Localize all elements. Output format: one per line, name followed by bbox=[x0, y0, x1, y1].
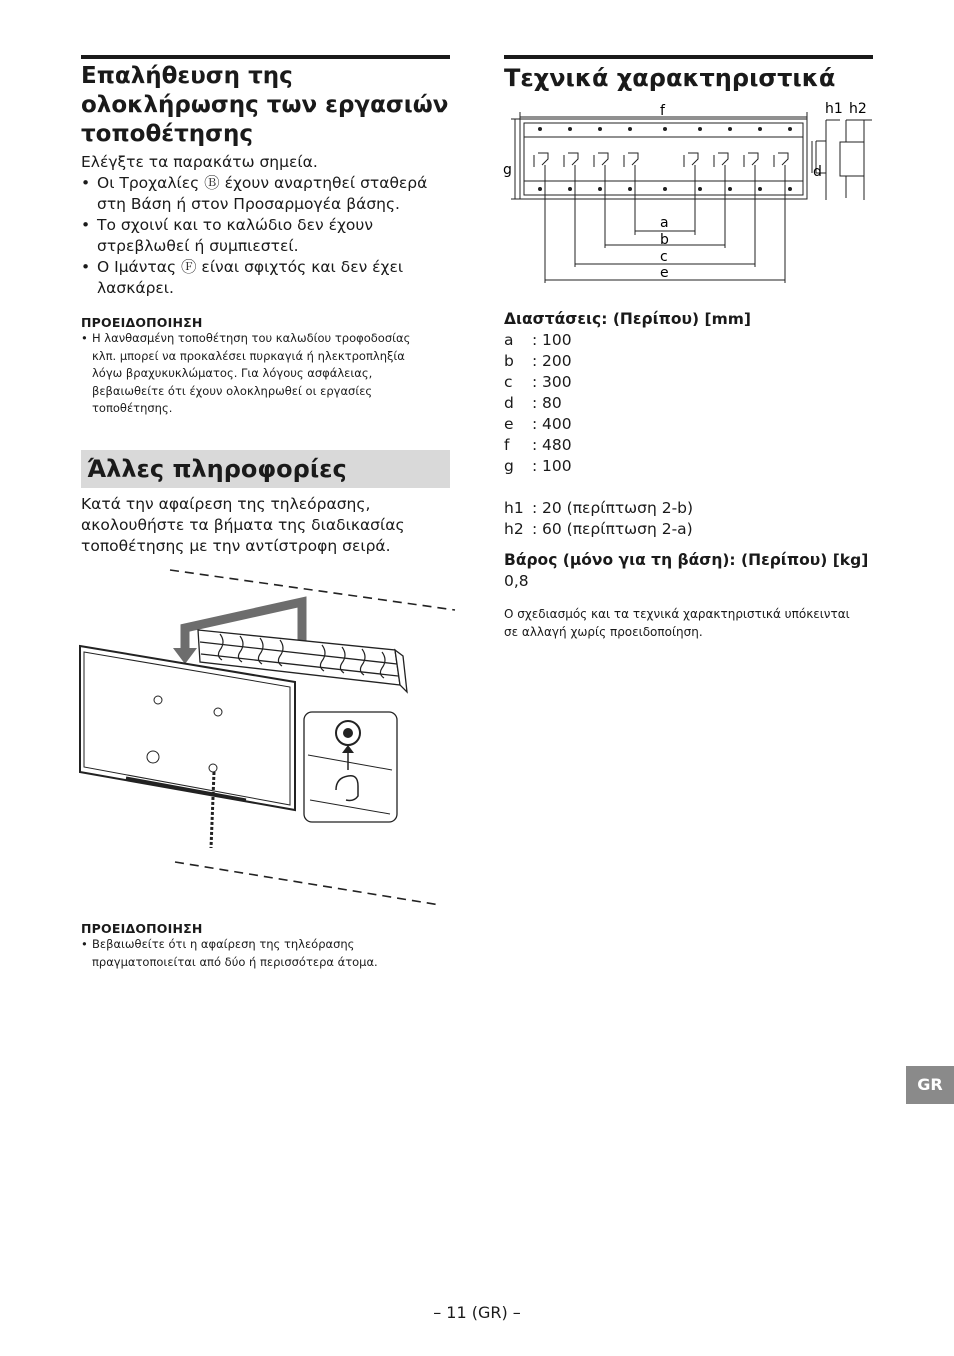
label-b: b bbox=[660, 232, 669, 248]
dimension-row: c : 300 bbox=[504, 373, 572, 391]
dimension-row: a : 100 bbox=[504, 331, 572, 349]
intro-text: Ελέγξτε τα παρακάτω σημεία. bbox=[81, 153, 318, 171]
page-number: – 11 (GR) – bbox=[433, 1303, 521, 1322]
dimension-row: b : 200 bbox=[504, 352, 572, 370]
bracket-dimension-diagram bbox=[500, 95, 880, 290]
label-h2: h2 bbox=[849, 101, 867, 117]
dimension-row: h2 : 60 (περίπτωση 2-a) bbox=[504, 520, 693, 538]
warning2-block bbox=[81, 921, 450, 971]
dimension-row: e : 400 bbox=[504, 415, 572, 433]
right-column bbox=[504, 55, 873, 94]
label-g: g bbox=[503, 162, 512, 178]
tv-removal-illustration bbox=[70, 560, 460, 915]
label-f: f bbox=[660, 103, 665, 119]
spec-change-note: Ο σχεδιασμός και τα τεχνικά χαρακτηριστικά υπόκεινται σε αλλαγή χωρίς προειδοποίηση. bbox=[504, 607, 850, 639]
section-rule bbox=[81, 55, 450, 59]
warning-title: ΠΡΟΕΙΔΟΠΟΙΗΣΗ bbox=[81, 921, 203, 936]
left-column bbox=[81, 55, 450, 418]
section-title-other-info: Άλλες πληροφορίες bbox=[81, 450, 450, 488]
label-c: c bbox=[660, 249, 668, 265]
dimension-row: d : 80 bbox=[504, 394, 562, 412]
dimensions-title: Διαστάσεις: (Περίπου) [mm] bbox=[504, 310, 751, 328]
label-a: a bbox=[660, 215, 669, 231]
dimension-row: f : 480 bbox=[504, 436, 572, 454]
checklist-item: • Το σχοινί και το καλώδιο δεν έχουν στρεβλωθεί ή συμπιεστεί. bbox=[81, 215, 450, 257]
warning-text: • Βεβαιωθείτε ότι η αφαίρεση της τηλεόρασης πραγματοποιείται από δύο ή περισσότερα άτομα. bbox=[81, 936, 450, 971]
section-rule bbox=[504, 55, 873, 59]
removal-text: Κατά την αφαίρεση της τηλεόρασης, ακολουθήστε τα βήματα της διαδικασίας τοποθέτησης με την αντίστροφη σειρά. bbox=[81, 495, 405, 555]
weight-title: Βάρος (μόνο για τη βάση): (Περίπου) [kg] bbox=[504, 551, 869, 569]
label-d: d bbox=[813, 164, 822, 180]
section-title-specifications: Τεχνικά χαρακτηριστικά bbox=[504, 64, 836, 92]
dimension-row: h1 : 20 (περίπτωση 2-b) bbox=[504, 499, 694, 517]
language-tab: GR bbox=[906, 1066, 954, 1104]
label-e: e bbox=[660, 265, 669, 281]
warning-text: • Η λανθασμένη τοποθέτηση του καλωδίου τροφοδοσίας κλπ. μπορεί να προκαλέσει πυρκαγιά ή ηλεκτροπληξία λόγω βραχυκυκλώματος. Για λόγους ασφάλειας, βεβαιωθείτε ότι έχουν ολοκληρωθεί οι εργασίες τοποθέτησης. bbox=[81, 330, 450, 418]
label-h1: h1 bbox=[825, 101, 843, 117]
dimensions-block bbox=[504, 309, 873, 641]
dimension-row: g : 100 bbox=[504, 457, 572, 475]
section-title-verification: Επαλήθευση της ολοκλήρωσης των εργασιών τοποθέτησης bbox=[81, 63, 449, 147]
other-info-section bbox=[81, 450, 450, 557]
weight-value: 0,8 bbox=[504, 572, 529, 590]
checklist-item: • Ο Ιμάντας Ⓕ είναι σφιχτός και δεν έχει λασκάρει. bbox=[81, 257, 450, 299]
warning-title: ΠΡΟΕΙΔΟΠΟΙΗΣΗ bbox=[81, 315, 203, 330]
checklist-item: • Οι Τροχαλίες Ⓑ έχουν αναρτηθεί σταθερά στη Βάση ή στον Προσαρμογέα βάσης. bbox=[81, 173, 450, 215]
